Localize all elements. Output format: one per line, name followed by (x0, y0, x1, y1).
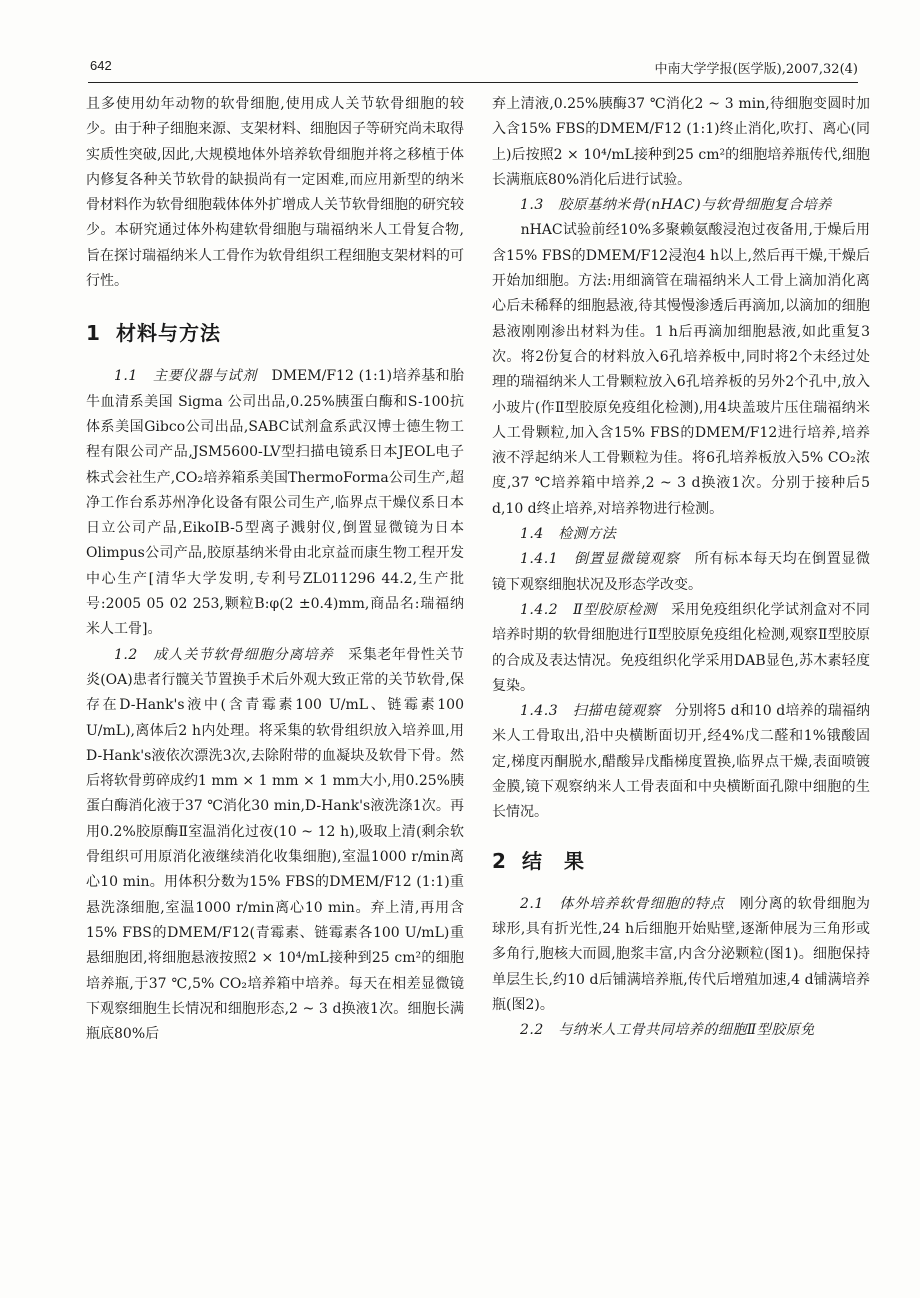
subsection-heading: 1.3 胶原基纳米骨(nHAC)与软骨细胞复合培养 (520, 197, 832, 214)
subsection-heading: 1.4.1 倒置显微镜观察 (520, 551, 681, 568)
subsection-body: 分别将5 d和10 d培养的瑞福纳米人工骨取出,沿中央横断面切开,经4%戊二醛和1%锇酸固定,梯度丙酮脱水,醋酸异戊酯梯度置换,临界点干燥,表面喷镀金膜,镜下观察纳米人工骨表面和中央横断面孔隙中细胞的生长情况。 (492, 703, 871, 821)
journal-citation: 中南大学学报(医学版),2007,32(4) (654, 62, 858, 77)
subsection-1-3 (492, 193, 870, 522)
subsection-body: DMEM/F12 (1:1)培养基和胎牛血清系美国 Sigma 公司出品,0.25%胰蛋白酶和S-100抗体系美国Gibco公司出品,SABC试剂盒系武汉博士德生物工程有限公司产品,JSM5600-LV型扫描电镜系日本JEOL电子株式会社生产,CO₂培养箱系美国ThermoForma公司生产,超净工作台系苏州净化设备有限公司生产,临界点干燥仪系日本日立公司产品,EikoIB-5型离子溅射仪,倒置显微镜为日本Olimpus公司产品,胶原基纳米骨由北京益而康生物工程开发中心生产[清华大学发明,专利号ZL011296 44.2,生产批号:2005 05 02 253,颗粒B:φ(2 ±0.4)mm,商品名:瑞福纳米人工骨]。 (86, 368, 465, 638)
subsection-2-1 (492, 892, 870, 1018)
subsection-body: 所有标本每天均在倒置显微镜下观察细胞状况及形态学改变。 (492, 551, 871, 593)
subsection-1-4-1 (492, 547, 870, 598)
section-title: 结果 (522, 848, 606, 873)
section-number: 2 (492, 848, 507, 873)
continued-paragraph: 弃上清液,0.25%胰酶37 ℃消化2 ~ 3 min,待细胞变圆时加入含15% FBS的DMEM/F12 (1:1)终止消化,吹打、离心(同上)后按照2 × 10⁴/mL接种到25 cm²的细胞培养瓶传代,细胞长满瓶底80%消化后进行试验。 (492, 96, 870, 188)
page-number: 642 (90, 58, 112, 73)
subsection-heading: 2.2 与纳米人工骨共同培养的细胞Ⅱ型胶原免 (520, 1022, 815, 1039)
subsection-1-4-2 (492, 598, 870, 699)
subsection-heading: 1.4.2 Ⅱ型胶原检测 (520, 601, 657, 618)
section-1-heading (86, 318, 464, 348)
subsection-1-1 (86, 364, 464, 642)
subsection-1-4 (492, 522, 870, 547)
subsection-heading: 1.2 成人关节软骨细胞分离培养 (114, 646, 334, 663)
section-2-heading (492, 846, 870, 876)
subsection-1-2 (86, 643, 464, 1048)
subsection-body: 采用免疫组织化学试剂盒对不同培养时期的软骨细胞进行Ⅱ型胶原免疫组化检测,观察Ⅱ型胶原的合成及表达情况。免疫组织化学采用DAB显色,苏木素轻度复染。 (492, 601, 871, 694)
intro-paragraph: 且多使用幼年动物的软骨细胞,使用成人关节软骨细胞的较少。由于种子细胞来源、支架材料、细胞因子等研究尚未取得实质性突破,因此,大规模地体外培养软骨细胞并将之移植于体内修复各种关节软骨的缺损尚有一定困难,而应用新型的纳米骨材料作为软骨细胞载体体外扩增成人关节软骨细胞的研究较少。本研究通过体外构建软骨细胞与瑞福纳米人工骨复合物,旨在探讨瑞福纳米人工骨作为软骨组织工程细胞支架材料的可行性。 (86, 96, 464, 290)
subsection-body: 采集老年骨性关节炎(OA)患者行髋关节置换手术后外观大致正常的关节软骨,保存在D-Hank's液中(含青霉素100 U/mL、链霉素100 U/mL),离体后2 h内处理。将采集的软骨组织放入培养皿,用D-Hank's液依次漂洗3次,去除附带的血凝块及软骨下骨。然后将软骨剪碎成约1 mm × 1 mm × 1 mm大小,用0.25%胰蛋白酶消化液于37 ℃消化30 min,D-Hank's液洗涤1次。再用0.2%胶原酶Ⅱ室温消化过夜(10 ~ 12 h),吸取上清(剩余软骨组织可用原消化液继续消化收集细胞),室温1000 r/min离心10 min。用体积分数为15% FBS的DMEM/F12 (1:1)重悬洗涤细胞,室温1000 r/min离心10 min。弃上清,再用含15% FBS的DMEM/F12(青霉素、链霉素各100 U/mL)重悬细胞团,将细胞悬液按照2 × 10⁴/mL接种到25 cm²的细胞培养瓶,于37 ℃,5% CO₂培养箱中培养。每天在相差显微镜下观察细胞生长情况和细胞形态,2 ~ 3 d换液1次。细胞长满瓶底80%后 (86, 646, 465, 1043)
subsection-heading: 2.1 体外培养软骨细胞的特点 (520, 895, 725, 912)
section-title: 材料与方法 (116, 321, 221, 346)
header-rule (88, 82, 858, 83)
subsection-heading: 1.1 主要仪器与试剂 (114, 368, 258, 385)
left-column (86, 92, 464, 1047)
section-number: 1 (86, 321, 101, 346)
subsection-body: 刚分离的软骨细胞为球形,具有折光性,24 h后细胞开始贴壁,逐渐伸展为三角形或多角行,胞核大而圆,胞浆丰富,内含分泌颗粒(图1)。细胞保持单层生长,约10 d后铺满培养瓶,传代后增殖加速,4 d铺满培养瓶(图2)。 (492, 895, 871, 1013)
right-column (492, 92, 870, 1043)
subsection-1-4-3 (492, 699, 870, 825)
subsection-heading: 1.4.3 扫描电镜观察 (520, 703, 661, 720)
subsection-body: nHAC试验前经10%多聚赖氨酸浸泡过夜备用,于燥后用含15% FBS的DMEM/F12浸泡4 h以上,然后再干燥,干燥后开始加细胞。方法:用细滴管在瑞福纳米人工骨上滴加消化离心后未稀释的细胞悬液,待其慢慢渗透后再滴加,以滴加的细胞悬液刚刚渗出材料为佳。1 h后再滴加细胞悬液,如此重复3次。将2份复合的材料放入6孔培养板中,同时将2个未经过处理的瑞福纳米人工骨颗粒放入6孔培养板的另外2个孔中,放入小玻片(作Ⅱ型胶原免疫组化检测),用4块盖玻片压住瑞福纳米人工骨颗粒,加入含15% FBS的DMEM/F12进行培养,培养液不浮起纳米人工骨颗粒为佳。将6孔培养板放入5% CO₂浓度,37 ℃培养箱中培养,2 ~ 3 d换液1次。分别于接种后5 d,10 d终止培养,对培养物进行检测。 (492, 222, 870, 517)
subsection-2-2 (492, 1018, 870, 1043)
subsection-heading: 1.4 检测方法 (520, 526, 617, 543)
page-header (90, 58, 858, 80)
